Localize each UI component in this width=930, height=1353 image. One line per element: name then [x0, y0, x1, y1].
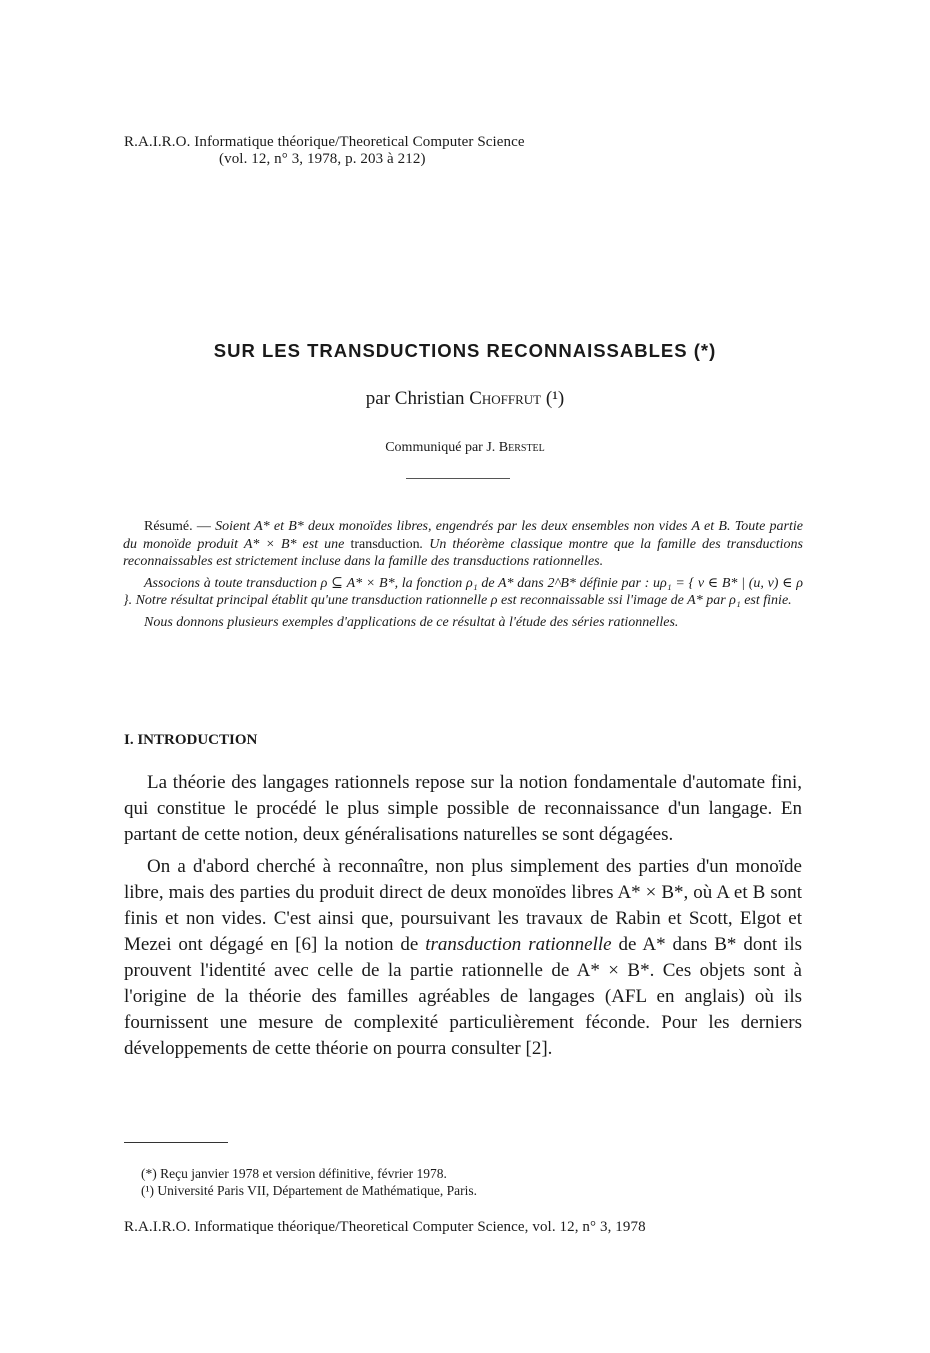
running-header: [124, 134, 525, 168]
abstract-text-1c: . Un théorème classique montre que la famille des transductions reconnaissables est strictement incluse dans la famille des transductions rationnelles.: [123, 536, 803, 569]
author-line: [0, 388, 930, 410]
author-prefix: par Christian: [365, 388, 470, 409]
communicated-prefix: Communiqué par J.: [385, 440, 499, 455]
body-paragraph-2: [124, 854, 802, 1062]
running-footer: R.A.I.R.O. Informatique théorique/Theoretical Computer Science, vol. 12, n° 3, 1978: [124, 1219, 646, 1235]
author-surname: Choffrut: [469, 388, 542, 409]
footnote-1: (*) Reçu janvier 1978 et version définitive, février 1978.: [141, 1166, 447, 1181]
paper-title: SUR LES TRANSDUCTIONS RECONNAISSABLES (*): [213, 340, 717, 361]
communicated-by: [0, 440, 930, 456]
body-text-2b: transduction rationnelle: [425, 934, 612, 955]
abstract-paragraph-1: [123, 518, 803, 571]
body-text: [124, 770, 802, 1068]
footnote-2: (¹) Université Paris VII, Département de Mathématique, Paris.: [141, 1183, 477, 1198]
header-volume-line: (vol. 12, n° 3, 1978, p. 203 à 212): [219, 151, 426, 167]
body-text-2c: de A* dans B* dont ils prouvent l'identité avec celle de la partie rationnelle de A* × B*. Ces objets sont à l'origine de la théorie des familles agréables de langages (AFL en anglais) où ils fournissent une mesure de complexité particulièrement féconde. Pour les derniers développements de cette théorie on pourra consulter [2].: [124, 934, 802, 1059]
footnote-rule: [124, 1142, 228, 1143]
title-divider: [406, 478, 510, 480]
abstract-label: Résumé. —: [144, 519, 216, 534]
header-journal-line: R.A.I.R.O. Informatique théorique/Theoretical Computer Science: [124, 134, 525, 150]
body-text-2a: On a d'abord cherché à reconnaître, non plus simplement des parties d'un monoïde libre, mais des parties du produit direct de deux monoïdes libres A* × B*, où A et B sont finis et non vides. C'est ainsi que, poursuivant les travaux de Rabin et Scott, Elgot et Mezei ont dégagé en [6] la notion de: [124, 856, 802, 955]
body-paragraph-1: La théorie des langages rationnels repose sur la notion fondamentale d'automate fini, qui constitue le procédé le plus simple possible de reconnaissance d'un langage. En partant de cette notion, deux généralisations naturelles se sont dégagées.: [124, 772, 802, 845]
section-heading: I. INTRODUCTION: [124, 732, 258, 748]
abstract: [123, 518, 803, 635]
abstract-text-1a: Soient A* et B* deux monoïdes libres, engendrés par les deux ensembles non vides A et B. Toute partie du monoïde produit A* × B* est une: [123, 519, 803, 552]
abstract-text-1b: transduction: [350, 536, 420, 552]
author-note: (¹): [541, 388, 565, 409]
abstract-paragraph-2: Associons à toute transduction ρ ⊆ A* × B*, la fonction ρ₁ de A* dans 2^B* définie par : uρ₁ = { v ∈ B* | (u, v) ∈ ρ }. Notre résultat principal établit qu'une transduction rationnelle ρ est reconnaissable ssi l'image de A* par ρ₁ est finie.: [123, 575, 803, 608]
abstract-paragraph-3: Nous donnons plusieurs exemples d'applications de ce résultat à l'étude des séries rationnelles.: [144, 614, 679, 630]
communicated-name: Berstel: [498, 440, 545, 455]
footnotes: [141, 1165, 477, 1199]
